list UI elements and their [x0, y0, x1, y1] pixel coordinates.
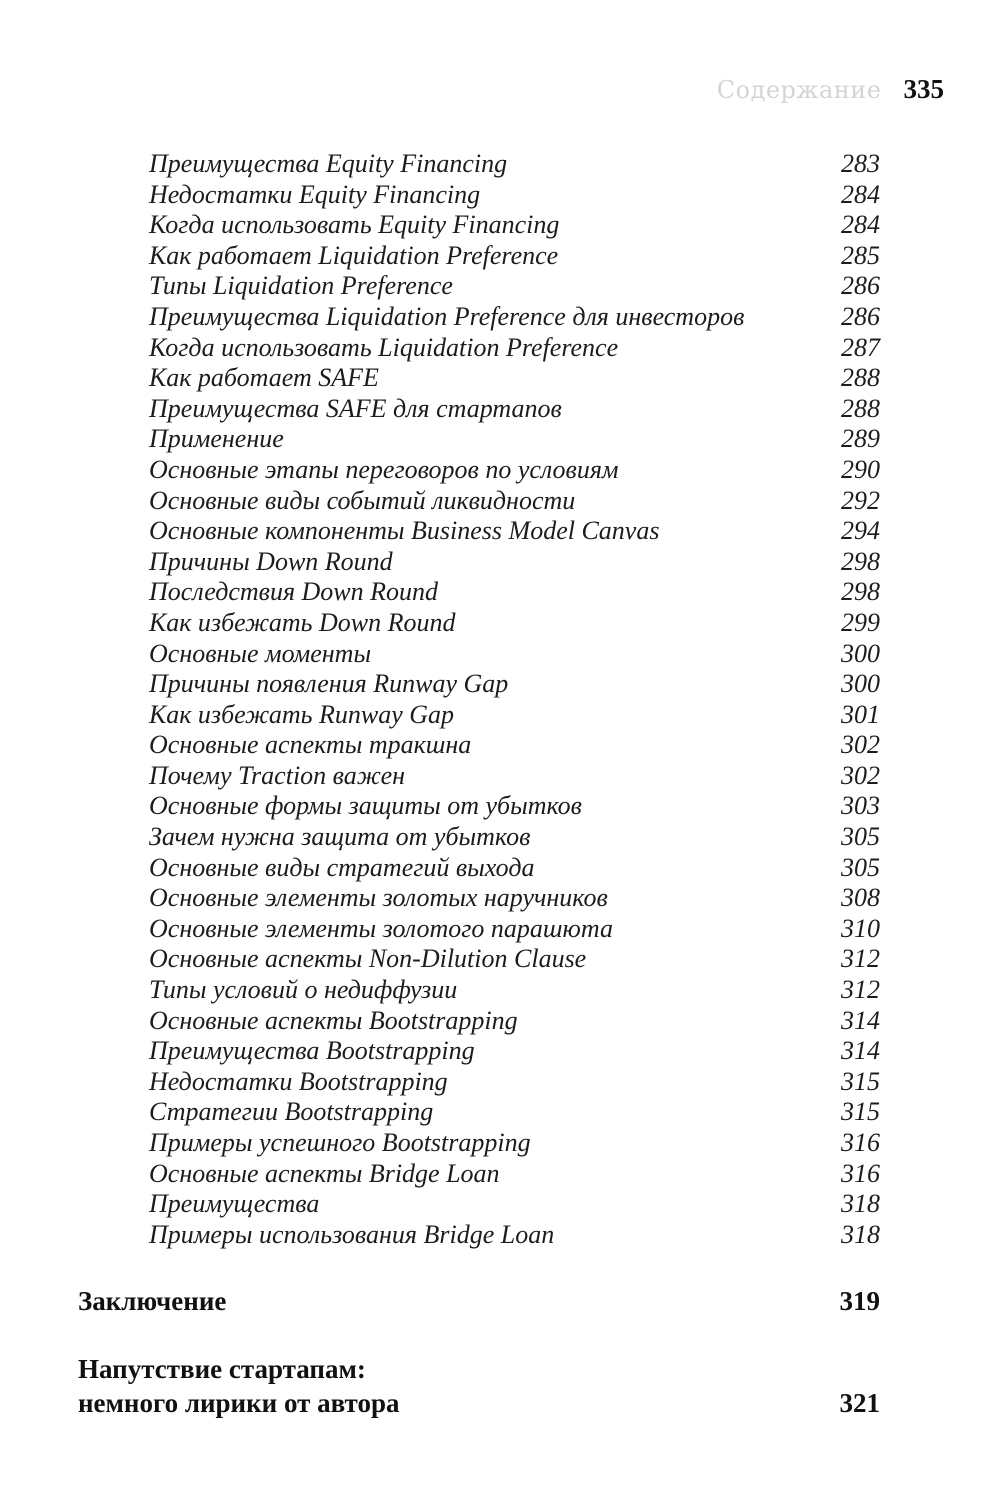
toc-entry[interactable] [149, 1036, 880, 1067]
toc-entry[interactable] [149, 1220, 880, 1251]
toc-entry-page: 314 [841, 1036, 880, 1066]
toc-entry-title: Почему Traction важен [149, 760, 406, 790]
toc-entry-title: Недостатки Equity Financing [149, 179, 481, 209]
toc-entry-page: 292 [841, 485, 880, 515]
page-number: 335 [903, 74, 944, 104]
toc-entry-page: 298 [841, 577, 880, 607]
toc-entry[interactable] [149, 975, 880, 1006]
toc-entry-page: 300 [841, 669, 880, 699]
toc-entry[interactable] [149, 639, 880, 670]
section-title: Содержание [716, 76, 882, 104]
toc-entry-title: Примеры использования Bridge Loan [149, 1219, 555, 1249]
toc-entry[interactable] [149, 149, 880, 180]
toc-entry-page: 301 [841, 699, 880, 729]
toc-entry[interactable] [149, 669, 880, 700]
toc-entry[interactable] [149, 363, 880, 394]
toc-entry[interactable] [149, 1128, 880, 1159]
toc-entry[interactable] [149, 486, 880, 517]
toc-entry-page: 316 [841, 1128, 880, 1157]
toc-entry[interactable] [149, 1189, 880, 1220]
toc-entry[interactable] [149, 1097, 880, 1128]
toc-entry-page: 303 [841, 791, 880, 821]
toc-entry[interactable] [149, 302, 880, 333]
toc-entry-page: 286 [841, 271, 880, 301]
toc-entry-page: 314 [841, 1005, 880, 1035]
toc-entry-title: Как избежать Down Round [149, 607, 456, 637]
toc-entry-title: Когда использовать Liquidation Preference [149, 332, 619, 362]
toc-entry[interactable] [149, 333, 880, 364]
toc-entry-title: Основные виды событий ликвидности [149, 485, 576, 515]
toc-entry[interactable] [149, 394, 880, 425]
toc-entry-page: 316 [841, 1158, 880, 1188]
toc-entry[interactable] [149, 424, 880, 455]
toc-chapter-afterword[interactable] [78, 1352, 880, 1420]
toc-entry-page: 288 [841, 393, 880, 423]
toc-entry-page: 302 [841, 760, 880, 790]
toc-entry-page: 305 [841, 852, 880, 882]
toc-entry-title: Основные виды стратегий выхода [149, 852, 535, 882]
toc-entry[interactable] [149, 516, 880, 547]
toc-entry[interactable] [149, 271, 880, 302]
toc-entry-title: Как работает Liquidation Preference [149, 240, 559, 270]
toc-entry-title: Основные аспекты Bridge Loan [149, 1158, 500, 1188]
toc-entry-page: 294 [841, 516, 880, 546]
toc-entry-title: Основные формы защиты от убытков [149, 791, 582, 821]
toc-entry-title: Основные аспекты тракшна [149, 730, 472, 760]
toc-entry[interactable] [149, 730, 880, 761]
toc-entry[interactable] [149, 547, 880, 578]
chapter-page: 319 [839, 1286, 880, 1316]
toc-entry-page: 308 [841, 883, 880, 913]
toc-entry-page: 287 [841, 332, 880, 362]
toc-entry-title: Недостатки Bootstrapping [149, 1066, 448, 1096]
toc-entry[interactable] [149, 241, 880, 272]
running-header [717, 74, 944, 105]
toc-entry[interactable] [149, 700, 880, 731]
toc-entry[interactable] [149, 761, 880, 792]
toc-entry-page: 312 [841, 944, 880, 974]
toc-entry-title: Основные элементы золотых наручников [149, 883, 608, 913]
toc-entry-title: Последствия Down Round [149, 577, 439, 607]
toc-entry[interactable] [149, 914, 880, 945]
toc-entry-page: 302 [841, 730, 880, 760]
toc-entry-title: Преимущества SAFE для стартапов [149, 393, 562, 423]
toc-entry-title: Преимущества [149, 1189, 320, 1219]
toc-list [149, 149, 880, 1250]
toc-entry-page: 300 [841, 638, 880, 668]
toc-entry-title: Причины Down Round [149, 546, 393, 576]
toc-entry-title: Основные аспекты Bootstrapping [149, 1005, 518, 1035]
toc-entry-page: 315 [841, 1066, 880, 1096]
toc-entry[interactable] [149, 180, 880, 211]
toc-entry-page: 286 [841, 301, 880, 331]
toc-entry-title: Основные элементы золотого парашюта [149, 913, 613, 943]
toc-entry-page: 310 [841, 913, 880, 943]
toc-entry-title: Применение [149, 424, 284, 454]
toc-entry[interactable] [149, 791, 880, 822]
toc-entry-page: 318 [841, 1219, 880, 1249]
toc-chapter-conclusion[interactable] [78, 1284, 880, 1318]
toc-entry-page: 299 [841, 607, 880, 637]
toc-entry-page: 283 [841, 149, 880, 178]
toc-entry-title: Основные компоненты Business Model Canvas [149, 516, 660, 546]
toc-entry-page: 284 [841, 210, 880, 240]
toc-entry[interactable] [149, 853, 880, 884]
toc-entry-title: Типы условий о недиффузии [149, 975, 458, 1005]
toc-entry-title: Преимущества Liquidation Preference для инвесторов [149, 301, 745, 331]
toc-entry-page: 289 [841, 424, 880, 454]
toc-entry[interactable] [149, 1159, 880, 1190]
toc-entry[interactable] [149, 210, 880, 241]
toc-entry-page: 318 [841, 1189, 880, 1219]
toc-entry[interactable] [149, 1067, 880, 1098]
toc-entry-page: 312 [841, 975, 880, 1005]
toc-entry-title: Стратегии Bootstrapping [149, 1097, 434, 1127]
toc-entry-title: Типы Liquidation Preference [149, 271, 453, 301]
toc-entry[interactable] [149, 944, 880, 975]
toc-entry-title: Зачем нужна защита от убытков [149, 822, 531, 852]
toc-entry-page: 288 [841, 363, 880, 393]
toc-entry-page: 298 [841, 546, 880, 576]
toc-entry-title: Когда использовать Equity Financing [149, 210, 560, 240]
toc-entry[interactable] [149, 1006, 880, 1037]
toc-entry-title: Как избежать Runway Gap [149, 699, 455, 729]
toc-entry[interactable] [149, 455, 880, 486]
toc-entry-page: 284 [841, 179, 880, 209]
toc-entry-title: Основные аспекты Non-Dilution Clause [149, 944, 587, 974]
toc-entry-page: 285 [841, 240, 880, 270]
toc-entry[interactable] [149, 608, 880, 639]
toc-entry[interactable] [149, 577, 880, 608]
toc-entry-page: 315 [841, 1097, 880, 1127]
toc-entry-title: Преимущества Equity Financing [149, 149, 508, 178]
toc-entry-title: Как работает SAFE [149, 363, 379, 393]
toc-entry[interactable] [149, 883, 880, 914]
chapter-page: 321 [839, 1388, 880, 1418]
toc-entry-title: Причины появления Runway Gap [149, 669, 509, 699]
toc-entry[interactable] [149, 822, 880, 853]
toc-entry-title: Основные моменты [149, 638, 372, 668]
toc-entry-title: Примеры успешного Bootstrapping [149, 1128, 531, 1157]
toc-entry-page: 305 [841, 822, 880, 852]
toc-entry-page: 290 [841, 454, 880, 484]
chapter-title: Заключение [78, 1286, 227, 1316]
toc-entry-title: Основные этапы переговоров по условиям [149, 454, 619, 484]
chapter-title: Напутствие стартапам: немного лирики от автора [78, 1354, 400, 1418]
toc-entry-title: Преимущества Bootstrapping [149, 1036, 475, 1066]
